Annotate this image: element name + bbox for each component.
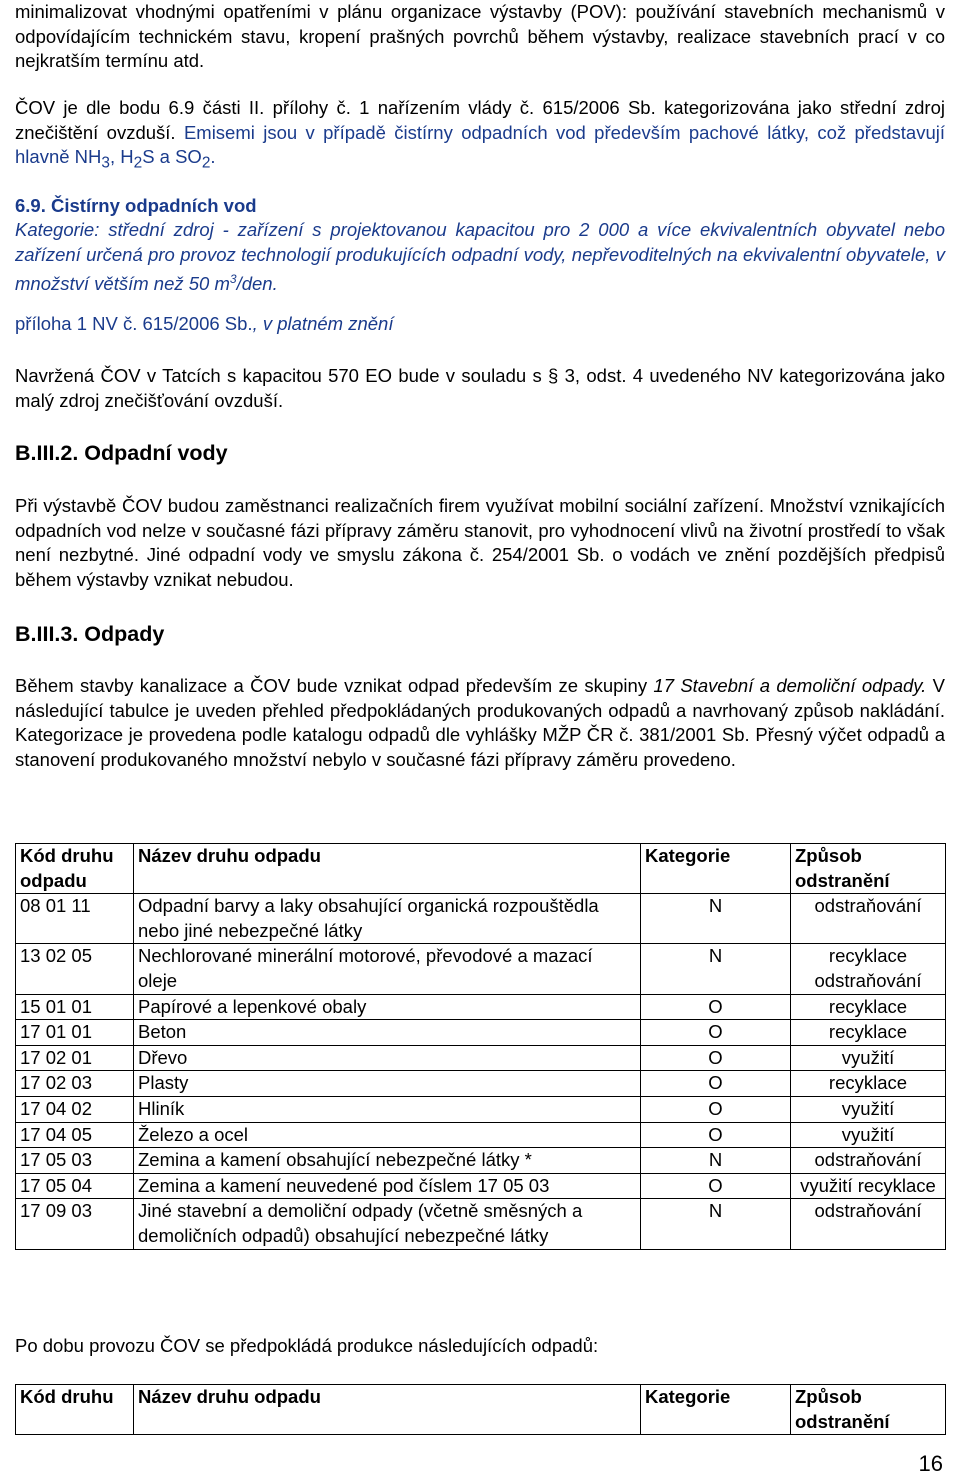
section-b3-text-italic: 17 Stavební a demoliční odpady. (653, 675, 927, 696)
cell-disposal: recyklace (791, 994, 946, 1020)
cell-code: 17 01 01 (16, 1020, 134, 1046)
cov-category-text: ČOV je dle bodu 6.9 části II. přílohy č. 1 nařízením vlády č. 615/2006 Sb. kategorizována jako střední zdroj znečištění ovzduší. (15, 97, 945, 143)
section-b2-text: Při výstavbě ČOV budou zaměstnanci realizačních firem využívat mobilní sociální zařízení. Množství vznikajících odpadních vod nelze v současné fázi přípravy záměru stanovit, pro vyhodnocení vlivů na životní prostředí to však není nezbytné. Jiné odpadní vody ve smyslu zákona č. 254/2001 Sb. o vodách ve znění pozdějších předpisů během výstavby vznikat nebudou. (15, 495, 945, 590)
table-row (16, 1096, 946, 1122)
waste-construction-table (15, 843, 946, 1250)
cell-code: 17 04 02 (16, 1096, 134, 1122)
cell-disposal: recyklace (791, 1071, 946, 1097)
table-row (16, 1071, 946, 1097)
annex-reference-rest: , v platném znění (252, 313, 394, 334)
emissions-end: . (210, 146, 216, 168)
waste-operation-table (15, 1384, 946, 1435)
cell-category: N (641, 1148, 791, 1174)
cell-name: Zemina a kamení obsahující nebezpečné látky * (134, 1148, 641, 1174)
section-69-heading: 6.9. Čistírny odpadních vod (15, 195, 257, 216)
table-row (16, 1045, 946, 1071)
cell-name: Beton (134, 1020, 641, 1046)
cell-code: 17 09 03 (16, 1199, 134, 1249)
cell-code: 17 05 03 (16, 1148, 134, 1174)
col-header-category: Kategorie (641, 844, 791, 894)
cov-category-paragraph (15, 96, 945, 176)
cell-name: Plasty (134, 1071, 641, 1097)
h2s-subscript: 2 (133, 154, 143, 172)
h2s-prefix: , H (109, 146, 134, 168)
cell-category: N (641, 894, 791, 944)
section-b3-text (15, 674, 945, 772)
cell-disposal: odstraňování (791, 1148, 946, 1174)
cell-category: O (641, 1122, 791, 1148)
cell-disposal: využití (791, 1045, 946, 1071)
cell-code: 13 02 05 (16, 944, 134, 994)
table-row (16, 1122, 946, 1148)
annex-reference (15, 312, 945, 337)
col2-header-code: Kód druhu (16, 1385, 134, 1435)
cell-name: Jiné stavební a demoliční odpady (včetně směsných a demoličních odpadů) obsahující nebezpečné látky (134, 1199, 641, 1249)
section-69-text (15, 218, 945, 297)
cell-code: 15 01 01 (16, 994, 134, 1020)
cell-category: O (641, 1045, 791, 1071)
col2-header-disposal: Způsob odstranění (791, 1385, 946, 1435)
section-69-text-end: /den. (236, 273, 278, 295)
cell-disposal: odstraňování (791, 894, 946, 944)
cell-disposal: využití recyklace (791, 1173, 946, 1199)
cubic-superscript: 3 (229, 272, 237, 287)
cell-code: 17 04 05 (16, 1122, 134, 1148)
cell-category: O (641, 1071, 791, 1097)
table-row (16, 1199, 946, 1249)
cell-code: 08 01 11 (16, 894, 134, 944)
table-row (16, 1148, 946, 1174)
cell-name: Papírové a lepenkové obaly (134, 994, 641, 1020)
cell-category: O (641, 994, 791, 1020)
cell-code: 17 02 03 (16, 1071, 134, 1097)
table-row (16, 1173, 946, 1199)
col2-header-name: Název druhu odpadu (134, 1385, 641, 1435)
col-header-code: Kód druhu odpadu (16, 844, 134, 894)
col2-header-category: Kategorie (641, 1385, 791, 1435)
cell-category: O (641, 1020, 791, 1046)
emissions-text: Emisemi jsou v případě čistírny odpadních vod především pachové látky, což představují hlavně NH (15, 121, 946, 168)
cell-disposal: recyklace odstraňování (791, 944, 946, 994)
so2-prefix: S a SO (142, 146, 202, 168)
page-number: 16 (918, 1451, 943, 1476)
section-b2-heading: B.III.2. Odpadní vody (15, 441, 228, 465)
cell-name: Zemina a kamení neuvedené pod číslem 17 05 03 (134, 1173, 641, 1199)
intro-paragraph: minimalizovat vhodnými opatřeními v plánu organizace výstavby (POV): používání stavebních mechanismů v odpovídajícím technickém stavu, kropení prašných povrchů během výstavby, realizace stavebních prací v co nejkratším termínu atd. (15, 1, 945, 72)
section-b3-text-end: V následující tabulce je uveden přehled předpokládaných produkovaných odpadů a navrhovaný způsob nakládání. Kategorizace je provedena podle katalogu odpadů dle vyhlášky MŽP ČR č. 381/2001 Sb. Přesný výčet odpadů a stanovení produkovaného množství nebylo v současné fázi přípravy záměru provedeno. (15, 675, 945, 770)
waste-table-body (16, 894, 946, 1249)
cell-disposal: recyklace (791, 1020, 946, 1046)
cell-name: Hliník (134, 1096, 641, 1122)
designed-cov-paragraph: Navržená ČOV v Tatcích s kapacitou 570 EO bude v souladu s § 3, odst. 4 uvedeného NV kategorizována jako malý zdroj znečišťování ovzduší. (15, 365, 945, 411)
table-row (16, 894, 946, 944)
cell-name: Odpadní barvy a laky obsahující organická rozpouštědla nebo jiné nebezpečné látky (134, 894, 641, 944)
operation-paragraph: Po dobu provozu ČOV se předpokládá produkce následujících odpadů: (15, 1335, 599, 1356)
cell-category: N (641, 1199, 791, 1249)
col-header-disposal: Způsob odstranění (791, 844, 946, 894)
cell-category: O (641, 1096, 791, 1122)
table-row (16, 944, 946, 994)
col-header-name: Název druhu odpadu (134, 844, 641, 894)
cell-name: Dřevo (134, 1045, 641, 1071)
table-row (16, 1020, 946, 1046)
cell-category: O (641, 1173, 791, 1199)
cell-disposal: odstraňování (791, 1199, 946, 1249)
annex-reference-bold: příloha 1 NV č. 615/2006 Sb. (15, 313, 253, 334)
cell-name: Nechlorované minerální motorové, převodové a mazací oleje (134, 944, 641, 994)
section-b3-heading: B.III.3. Odpady (15, 622, 165, 646)
table2-header-row (16, 1385, 946, 1435)
cell-code: 17 05 04 (16, 1173, 134, 1199)
section-69-text-main: Kategorie: střední zdroj - zařízení s projektovanou kapacitou pro 2 000 a více ekvivalentních obyvatel nebo zařízení určená pro provoz technologií produkujících odpadní vody, nepřevoditelných na ekvivalentní obyvatele, v množství větším než 50 m (15, 219, 945, 295)
cell-disposal: využití (791, 1122, 946, 1148)
cell-category: N (641, 944, 791, 994)
table-header-row (16, 844, 946, 894)
table-row (16, 994, 946, 1020)
cell-name: Železo a ocel (134, 1122, 641, 1148)
nh3-subscript: 3 (101, 154, 110, 172)
so2-subscript: 2 (201, 154, 211, 172)
section-b3-text-start: Během stavby kanalizace a ČOV bude vznikat odpad především ze skupiny (15, 675, 654, 696)
cell-code: 17 02 01 (16, 1045, 134, 1071)
cell-disposal: využití (791, 1096, 946, 1122)
